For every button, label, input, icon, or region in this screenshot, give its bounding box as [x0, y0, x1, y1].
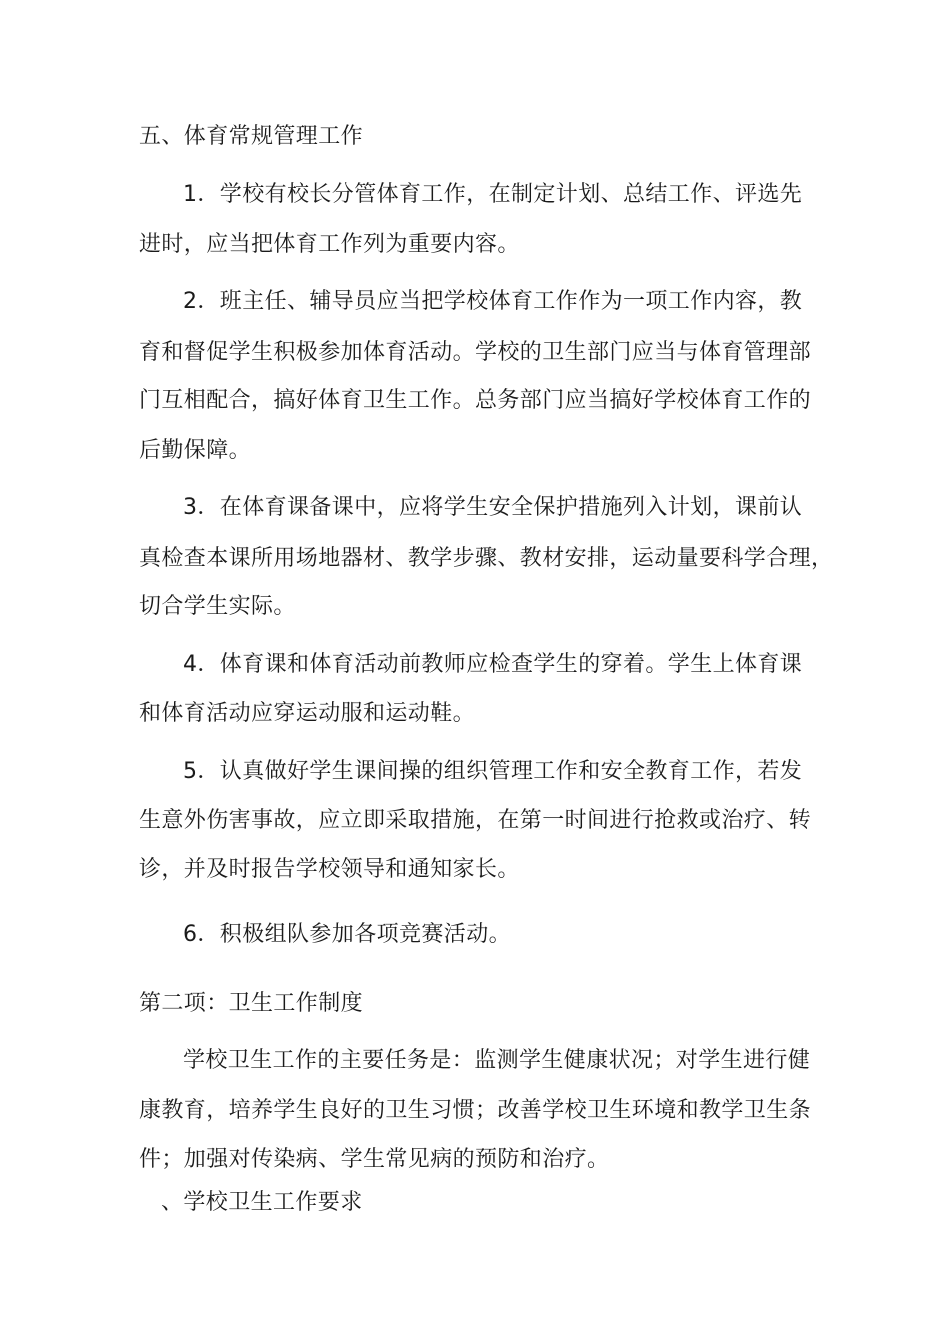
section-2-intro-line-3: 件；加强对传染病、学生常见病的预防和治疗。: [139, 1147, 610, 1172]
section-2-intro-line-2: 康教育，培养学生良好的卫生习惯；改善学校卫生环境和教学卫生条: [139, 1098, 812, 1123]
item-4-line-1: 4．体育课和体育活动前教师应检查学生的穿着。学生上体育课: [183, 652, 803, 677]
item-3-line-1: 3．在体育课备课中，应将学生安全保护措施列入计划，课前认: [183, 495, 803, 520]
item-2-line-3: 门互相配合，搞好体育卫生工作。总务部门应当搞好学校体育工作的: [139, 388, 812, 413]
item-3-line-2: 真检查本课所用场地器材、教学步骤、教材安排，运动量要科学合理，: [139, 546, 834, 571]
item-2-line-4: 后勤保障。: [139, 438, 252, 463]
item-5-line-3: 诊，并及时报告学校领导和通知家长。: [139, 857, 520, 882]
section-2-intro-line-1: 学校卫生工作的主要任务是：监测学生健康状况；对学生进行健: [183, 1048, 811, 1073]
item-1-line-1: 1．学校有校长分管体育工作，在制定计划、总结工作、评选先: [183, 182, 803, 207]
item-4-line-2: 和体育活动应穿运动服和运动鞋。: [139, 701, 476, 726]
item-3-line-3: 切合学生实际。: [139, 594, 296, 619]
item-1-line-2: 进时，应当把体育工作列为重要内容。: [139, 232, 520, 257]
section-2-heading: 第二项：卫生工作制度: [139, 991, 364, 1016]
item-5-line-1: 5．认真做好学生课间操的组织管理工作和安全教育工作，若发: [183, 759, 803, 784]
subheading: 、学校卫生工作要求: [161, 1190, 363, 1215]
item-2-line-2: 育和督促学生积极参加体育活动。学校的卫生部门应当与体育管理部: [139, 340, 812, 365]
item-6-line-1: 6．积极组队参加各项竞赛活动。: [183, 922, 511, 947]
item-2-line-1: 2．班主任、辅导员应当把学校体育工作作为一项工作内容，教: [183, 289, 803, 314]
section-heading: 五、体育常规管理工作: [139, 124, 364, 149]
item-5-line-2: 生意外伤害事故，应立即采取措施，在第一时间进行抢救或治疗、转: [139, 808, 812, 833]
